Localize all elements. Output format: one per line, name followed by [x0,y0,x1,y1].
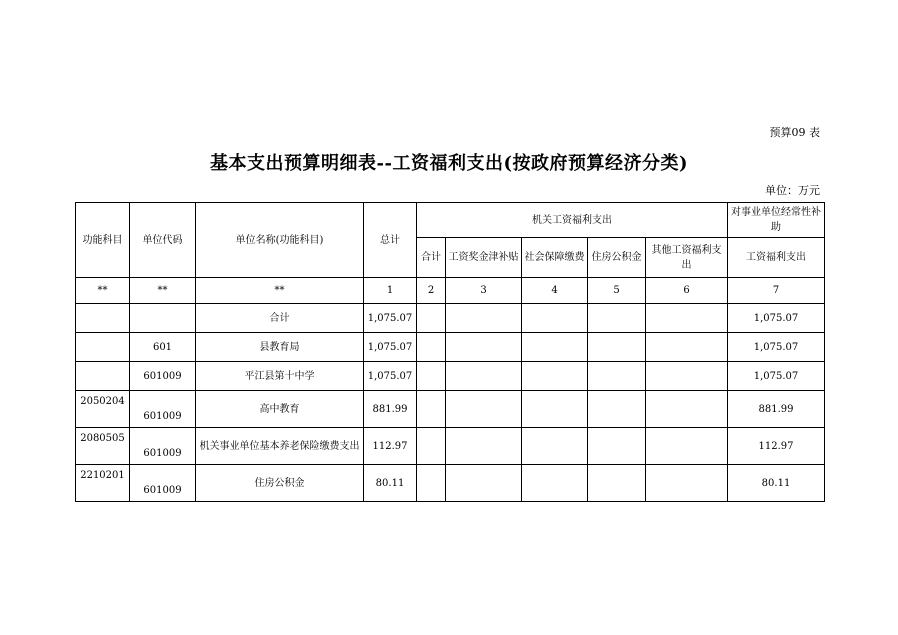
cell-empty [417,333,446,362]
cell-empty [417,428,446,465]
index-cell: 5 [588,278,646,304]
header-unit-code: 单位代码 [130,203,196,278]
cell-name: 机关事业单位基本养老保险缴费支出 [196,428,364,465]
header-sub-b-wage: 工资福利支出 [728,238,825,278]
cell-empty [446,362,522,391]
cell-empty [646,428,728,465]
cell-c7: 1,075.07 [728,333,825,362]
header-sub-heji: 合计 [417,238,446,278]
cell-empty [522,465,588,502]
cell-empty [646,465,728,502]
cell-code: 601009 [130,391,196,428]
cell-empty [646,333,728,362]
cell-empty [522,333,588,362]
cell-func: 2210201 [76,465,130,502]
page-title: 基本支出预算明细表--工资福利支出(按政府预算经济分类) [210,153,688,174]
cell-c7: 80.11 [728,465,825,502]
cell-empty [446,428,522,465]
form-number: 预算09 表 [769,126,820,139]
cell-empty [588,304,646,333]
cell-code: 601009 [130,362,196,391]
cell-empty [522,304,588,333]
table-row [76,428,825,465]
cell-func: 2050204 [76,391,130,428]
cell-c7: 881.99 [728,391,825,428]
index-cell: ** [196,278,364,304]
cell-func: 2080505 [76,428,130,465]
index-cell: ** [76,278,130,304]
table-row [76,362,825,391]
cell-c7: 1,075.07 [728,304,825,333]
cell-empty [417,391,446,428]
cell-total: 1,075.07 [364,362,417,391]
index-cell: 4 [522,278,588,304]
index-cell: 1 [364,278,417,304]
cell-name: 住房公积金 [196,465,364,502]
table-row [76,465,825,502]
cell-code: 601009 [130,465,196,502]
header-sub-housing: 住房公积金 [588,238,646,278]
cell-empty [417,362,446,391]
cell-func [76,362,130,391]
cell-code: 601009 [130,428,196,465]
cell-empty [646,391,728,428]
cell-empty [588,362,646,391]
table-row [76,333,825,362]
budget-table [75,202,825,502]
cell-name: 县教育局 [196,333,364,362]
index-cell: ** [130,278,196,304]
cell-empty [522,362,588,391]
cell-empty [446,304,522,333]
cell-empty [588,333,646,362]
cell-func [76,304,130,333]
header-group-a: 机关工资福利支出 [417,203,728,238]
cell-empty [522,391,588,428]
cell-empty [588,428,646,465]
table-row [76,304,825,333]
cell-empty [446,391,522,428]
index-cell: 7 [728,278,825,304]
index-row [76,278,825,304]
cell-total: 80.11 [364,465,417,502]
cell-c7: 1,075.07 [728,362,825,391]
index-cell: 3 [446,278,522,304]
cell-empty [522,428,588,465]
header-sub-wage: 工资奖金津补贴 [446,238,522,278]
cell-total: 881.99 [364,391,417,428]
cell-empty [446,333,522,362]
index-cell: 2 [417,278,446,304]
cell-name: 平江县第十中学 [196,362,364,391]
header-sub-other: 其他工资福利支出 [646,238,728,278]
cell-func [76,333,130,362]
cell-empty [417,465,446,502]
header-sub-social: 社会保障缴费 [522,238,588,278]
cell-name: 高中教育 [196,391,364,428]
cell-empty [588,391,646,428]
cell-empty [646,304,728,333]
cell-c7: 112.97 [728,428,825,465]
header-unit-name: 单位名称(功能科目) [196,203,364,278]
header-group-b: 对事业单位经常性补助 [728,203,825,238]
cell-code: 601 [130,333,196,362]
header-func-subject: 功能科目 [76,203,130,278]
cell-code [130,304,196,333]
unit-label: 单位：万元 [765,184,820,197]
table-row [76,391,825,428]
cell-empty [417,304,446,333]
cell-empty [646,362,728,391]
cell-name: 合计 [196,304,364,333]
header-total: 总计 [364,203,417,278]
cell-total: 112.97 [364,428,417,465]
index-cell: 6 [646,278,728,304]
cell-total: 1,075.07 [364,304,417,333]
cell-empty [588,465,646,502]
header-row-1 [76,203,825,238]
cell-total: 1,075.07 [364,333,417,362]
cell-empty [446,465,522,502]
